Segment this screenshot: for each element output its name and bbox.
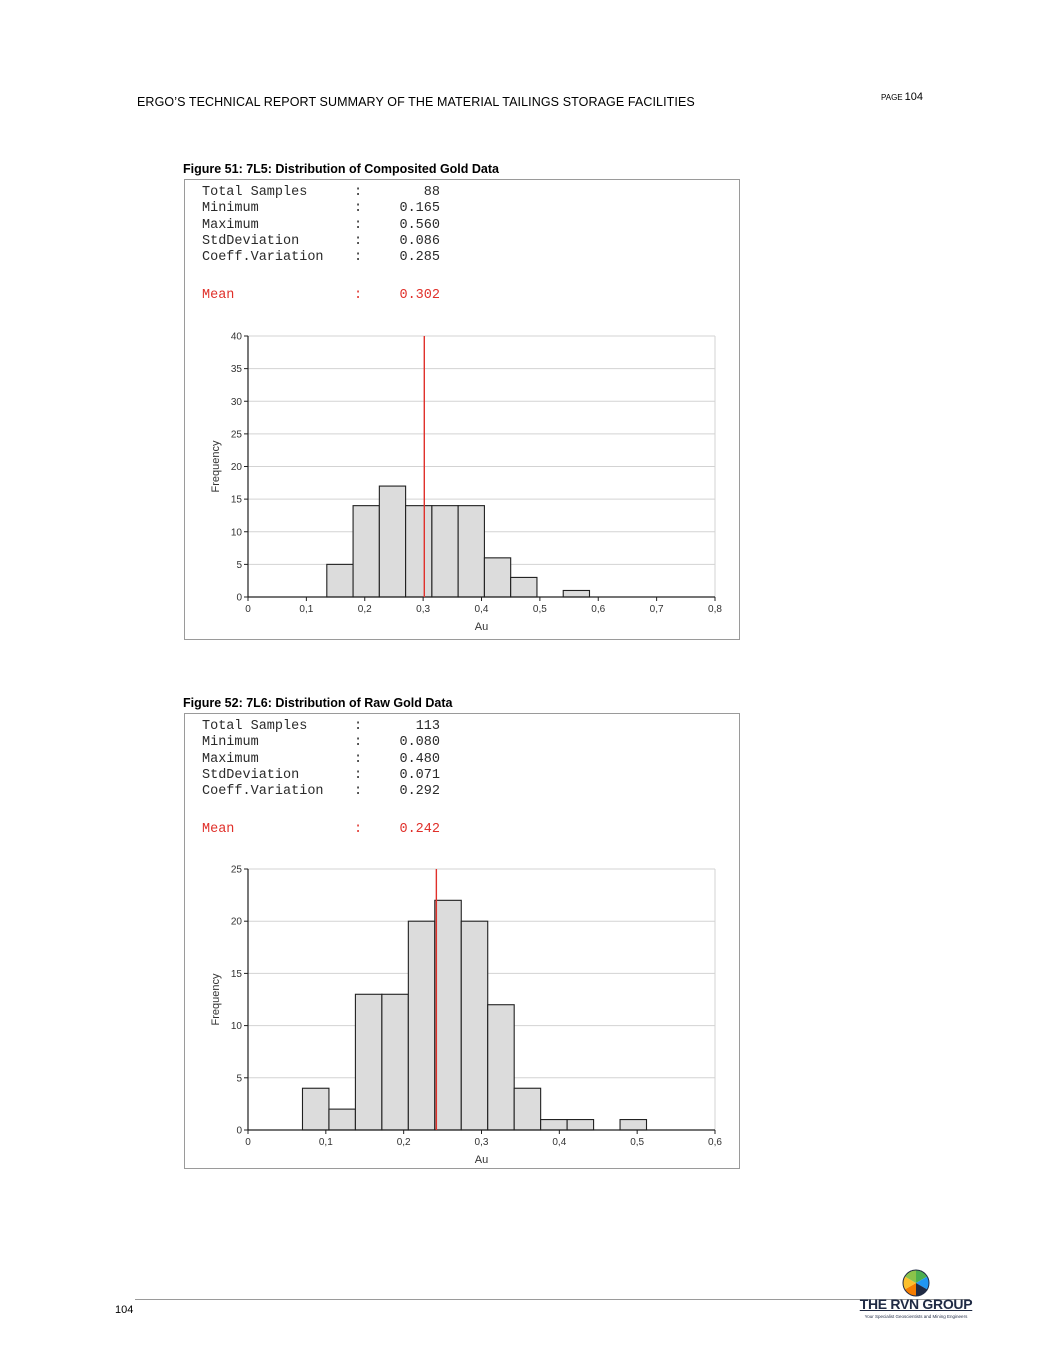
histogram-bar	[461, 921, 487, 1130]
x-tick-label: 0,5	[630, 1137, 645, 1148]
histogram-bar	[432, 506, 458, 597]
histogram-bar	[484, 558, 510, 597]
x-tick-label: 0,1	[299, 604, 314, 615]
histogram-bar	[327, 564, 353, 597]
y-tick-label: 0	[236, 592, 242, 604]
stat-sep: :	[354, 751, 363, 767]
stat-value: 0.080	[399, 735, 440, 751]
figure-51-histogram	[185, 180, 739, 639]
y-tick-label: 30	[230, 396, 242, 408]
histogram-bar	[514, 1088, 540, 1130]
stat-sep: :	[354, 719, 363, 734]
stat-label: StdDeviation	[202, 233, 300, 249]
figure-51-panel	[184, 179, 740, 640]
figure-52-caption: Figure 52: 7L6: Distribution of Raw Gold Data	[183, 696, 453, 710]
histogram-bar	[511, 577, 537, 597]
y-tick-label: 0	[236, 1125, 242, 1137]
x-tick-label: 0,4	[474, 604, 489, 615]
histogram-bar	[563, 590, 589, 597]
y-tick-label: 20	[230, 462, 242, 473]
x-tick-label: 0,6	[591, 604, 606, 615]
x-axis-label: Au	[474, 1154, 489, 1166]
y-tick-label: 10	[230, 1021, 242, 1033]
footer-rule	[135, 1299, 970, 1300]
logo-wheel-icon	[858, 1268, 978, 1298]
x-tick-label: 0,8	[708, 604, 722, 615]
stat-label: Maximum	[202, 217, 259, 233]
histogram-bar	[620, 1120, 646, 1130]
stat-label: Coeff.Variation	[202, 784, 324, 800]
stat-sep: :	[354, 767, 363, 783]
stat-label: Minimum	[202, 201, 259, 217]
x-axis-label: Au	[474, 621, 489, 633]
stat-value: 113	[415, 719, 440, 734]
logo-text: THE RVN GROUP	[859, 1296, 973, 1312]
stat-value: 0.302	[399, 288, 440, 304]
header-page-value: 104	[904, 91, 923, 103]
y-axis-label: Frequency	[210, 973, 222, 1026]
y-tick-label: 5	[236, 1073, 242, 1085]
histogram-bar	[355, 994, 381, 1130]
histogram-bar	[353, 506, 379, 597]
x-tick-label: 0,3	[416, 604, 431, 615]
histogram-bar	[541, 1120, 567, 1130]
stat-sep: :	[354, 784, 363, 800]
y-tick-label: 25	[230, 864, 242, 876]
stat-value: 0.480	[399, 751, 440, 767]
histogram-bar	[488, 1005, 514, 1130]
x-tick-label: 0,5	[532, 604, 547, 615]
histogram-bar	[302, 1088, 328, 1130]
stat-sep: :	[354, 233, 363, 249]
stat-value: 0.242	[399, 822, 440, 838]
stat-label: Minimum	[202, 735, 259, 751]
histogram-bar	[406, 506, 432, 597]
histogram-bar	[567, 1120, 593, 1130]
figure-52-histogram	[185, 714, 739, 1168]
histogram-bar	[379, 486, 405, 597]
header-page-label: PAGE	[881, 93, 903, 102]
x-tick-label: 0,4	[552, 1137, 567, 1148]
stat-value: 0.086	[399, 233, 440, 249]
stat-sep: :	[354, 217, 363, 233]
stat-value: 0.285	[399, 250, 440, 266]
stat-value: 0.165	[399, 201, 440, 217]
stat-label: Mean	[202, 288, 235, 304]
x-tick-label: 0	[245, 604, 251, 615]
y-tick-label: 5	[236, 559, 242, 571]
stat-sep: :	[354, 250, 363, 266]
histogram-bar	[435, 900, 461, 1130]
x-tick-label: 0,2	[357, 604, 372, 615]
stat-sep: :	[354, 201, 363, 217]
figure-51-caption: Figure 51: 7L5: Distribution of Composited Gold Data	[183, 162, 499, 176]
stat-sep: :	[354, 288, 363, 304]
stat-label: StdDeviation	[202, 767, 300, 783]
stat-value: 0.292	[399, 784, 440, 800]
x-tick-label: 0,1	[318, 1137, 333, 1148]
stat-sep: :	[354, 735, 363, 751]
stat-label: Total Samples	[202, 185, 308, 200]
histogram-bar	[458, 506, 484, 597]
x-tick-label: 0,7	[649, 604, 664, 615]
y-tick-label: 15	[230, 968, 242, 980]
x-tick-label: 0,3	[474, 1137, 489, 1148]
y-tick-label: 25	[230, 429, 242, 441]
footer-page-number: 104	[115, 1304, 134, 1316]
rvn-group-logo	[858, 1268, 978, 1328]
histogram-bar	[382, 994, 408, 1130]
stat-label: Mean	[202, 822, 235, 838]
stat-value: 88	[423, 185, 440, 200]
y-tick-label: 10	[230, 527, 242, 539]
histogram-bar	[408, 921, 434, 1130]
x-tick-label: 0,2	[396, 1137, 411, 1148]
x-tick-label: 0	[245, 1137, 251, 1148]
stat-value: 0.071	[399, 767, 440, 783]
stat-label: Maximum	[202, 751, 259, 767]
stat-sep: :	[354, 185, 363, 200]
stat-value: 0.560	[399, 217, 440, 233]
report-header-title: ERGO’S TECHNICAL REPORT SUMMARY OF THE MATERIAL TAILINGS STORAGE FACILITIES	[137, 95, 695, 109]
x-tick-label: 0,6	[708, 1137, 722, 1148]
y-tick-label: 15	[230, 494, 242, 506]
figure-52-panel	[184, 713, 740, 1169]
header-page-number	[881, 91, 923, 103]
y-tick-label: 40	[230, 331, 242, 343]
y-tick-label: 35	[230, 364, 242, 376]
stat-label: Total Samples	[202, 719, 308, 734]
histogram-bar	[329, 1109, 355, 1130]
stat-label: Coeff.Variation	[202, 250, 324, 266]
stat-sep: :	[354, 822, 363, 838]
y-axis-label: Frequency	[210, 440, 222, 493]
y-tick-label: 20	[230, 916, 242, 928]
logo-tagline: Your Specialist Geoscientists and Mining Engineers	[864, 1314, 968, 1319]
